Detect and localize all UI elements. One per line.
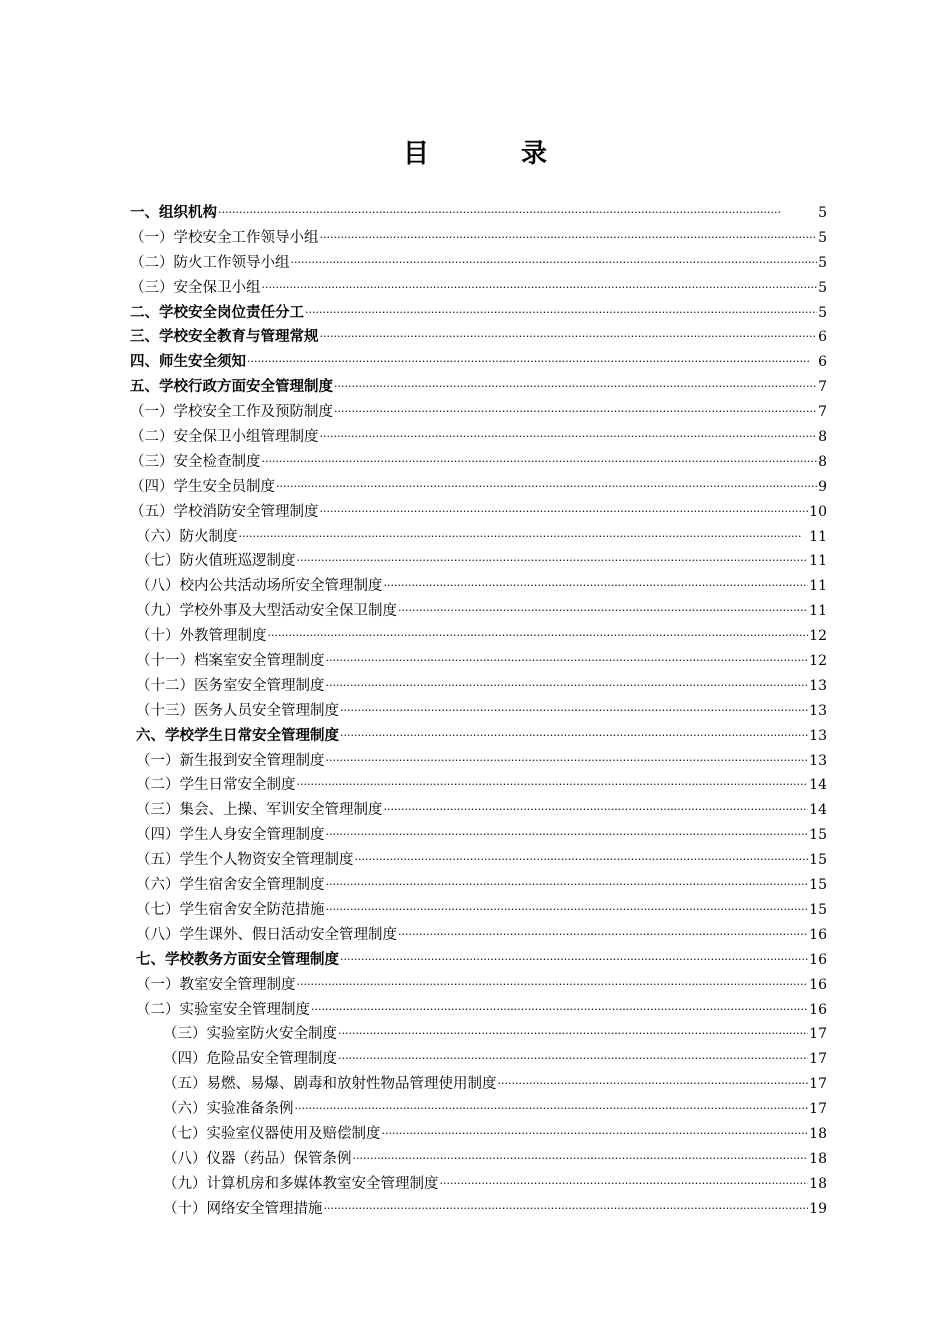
toc-entry[interactable] bbox=[0, 1122, 950, 1147]
toc-entry-page-number: 5 bbox=[818, 229, 827, 246]
toc-dot-leader bbox=[398, 599, 808, 624]
toc-entry-page-number: 16 bbox=[809, 976, 827, 993]
toc-dot-leader bbox=[326, 898, 809, 923]
toc-entry-page-number: 17 bbox=[809, 1026, 827, 1043]
toc-entry-label: （八）学生课外、假日活动安全管理制度 bbox=[136, 926, 397, 943]
toc-entry-label: 六、学校学生日常安全管理制度 bbox=[136, 726, 339, 744]
toc-entry[interactable] bbox=[0, 873, 950, 898]
toc-entry-page-number: 18 bbox=[809, 1175, 827, 1192]
toc-dot-leader bbox=[326, 873, 809, 898]
toc-entry[interactable] bbox=[0, 823, 950, 848]
toc-entry[interactable] bbox=[0, 226, 950, 251]
toc-entry-page-number: 13 bbox=[809, 752, 827, 769]
toc-entry-label: （三）集会、上操、军训安全管理制度 bbox=[136, 802, 383, 819]
toc-entry[interactable] bbox=[0, 500, 950, 525]
toc-dot-leader bbox=[218, 201, 817, 226]
toc-entry[interactable] bbox=[0, 301, 950, 326]
toc-dot-leader bbox=[324, 1197, 809, 1222]
toc-entry-page-number: 17 bbox=[809, 1051, 827, 1068]
toc-entry-label: 五、学校行政方面安全管理制度 bbox=[130, 378, 333, 396]
toc-entry[interactable] bbox=[0, 898, 950, 923]
toc-entry[interactable] bbox=[0, 475, 950, 500]
toc-entry-label: （一）新生报到安全管理制度 bbox=[136, 752, 325, 769]
toc-dot-leader bbox=[291, 251, 818, 276]
toc-entry-page-number: 15 bbox=[809, 877, 827, 894]
toc-dot-leader bbox=[355, 848, 809, 873]
toc-dot-leader bbox=[353, 1147, 809, 1172]
toc-entry-page-number: 16 bbox=[809, 951, 827, 968]
page-title bbox=[0, 133, 950, 170]
toc-entry[interactable] bbox=[0, 724, 950, 749]
toc-dot-leader bbox=[295, 1097, 809, 1122]
toc-entry-label: （三）实验室防火安全制度 bbox=[163, 1026, 337, 1043]
toc-entry-label: （六）学生宿舍安全管理制度 bbox=[136, 877, 325, 894]
toc-dot-leader bbox=[340, 724, 808, 749]
toc-entry-page-number: 11 bbox=[809, 578, 827, 595]
toc-entry-label: （二）实验室安全管理制度 bbox=[136, 1001, 310, 1018]
toc-entry[interactable] bbox=[0, 649, 950, 674]
toc-dot-leader bbox=[498, 1072, 809, 1097]
toc-entry-page-number: 16 bbox=[809, 1001, 827, 1018]
toc-entry-page-number: 16 bbox=[809, 926, 827, 943]
toc-entry-label: （二）防火工作领导小组 bbox=[130, 254, 290, 271]
toc-dot-leader bbox=[326, 649, 809, 674]
toc-entry-label: （七）实验室仪器使用及赔偿制度 bbox=[163, 1125, 381, 1142]
toc-entry-label: （三）安全保卫小组 bbox=[130, 279, 261, 296]
toc-entry[interactable] bbox=[0, 674, 950, 699]
toc-entry-page-number: 11 bbox=[809, 553, 827, 570]
toc-entry-label: （三）安全检查制度 bbox=[130, 453, 261, 470]
toc-entry-page-number: 14 bbox=[809, 777, 827, 794]
toc-entry-label: （七）防火值班巡逻制度 bbox=[136, 553, 296, 570]
toc-entry[interactable] bbox=[0, 450, 950, 475]
toc-dot-leader bbox=[320, 325, 818, 350]
toc-entry[interactable] bbox=[0, 773, 950, 798]
toc-entry-page-number: 13 bbox=[809, 677, 827, 694]
toc-dot-leader bbox=[398, 923, 808, 948]
toc-entry[interactable] bbox=[0, 201, 950, 226]
toc-dot-leader bbox=[239, 525, 809, 550]
toc-entry-page-number: 13 bbox=[809, 702, 827, 719]
toc-entry[interactable] bbox=[0, 1022, 950, 1047]
toc-entry-page-number: 7 bbox=[818, 379, 827, 396]
toc-entry-label: （二）学生日常安全制度 bbox=[136, 777, 296, 794]
toc-entry-page-number: 12 bbox=[809, 653, 827, 670]
toc-entry-label: （四）危险品安全管理制度 bbox=[163, 1051, 337, 1068]
toc-entry[interactable] bbox=[0, 1197, 950, 1222]
toc-entry-label: （九）学校外事及大型活动安全保卫制度 bbox=[136, 603, 397, 620]
toc-dot-leader bbox=[340, 699, 808, 724]
toc-entry-label: 三、学校安全教育与管理常规 bbox=[130, 328, 319, 346]
toc-entry-page-number: 5 bbox=[818, 279, 827, 296]
toc-entry-page-number: 8 bbox=[818, 429, 827, 446]
toc-entry[interactable] bbox=[0, 848, 950, 873]
toc-dot-leader bbox=[382, 1122, 809, 1147]
toc-dot-leader bbox=[311, 998, 808, 1023]
toc-dot-leader bbox=[338, 1047, 808, 1072]
toc-entry[interactable] bbox=[0, 400, 950, 425]
toc-entry-page-number: 11 bbox=[809, 528, 827, 545]
toc-entry-page-number: 15 bbox=[809, 901, 827, 918]
toc-dot-leader bbox=[334, 375, 817, 400]
toc-entry[interactable] bbox=[0, 375, 950, 400]
toc-dot-leader bbox=[326, 749, 809, 774]
toc-dot-leader bbox=[326, 823, 809, 848]
toc-entry-label: 七、学校教务方面安全管理制度 bbox=[136, 950, 339, 968]
toc-entry-label: （五）学校消防安全管理制度 bbox=[130, 503, 319, 520]
toc-entry-label: （六）实验准备条例 bbox=[163, 1101, 294, 1118]
toc-entry-page-number: 6 bbox=[818, 354, 827, 371]
toc-entry-label: （五）易燃、易爆、剧毒和放射性物品管理使用制度 bbox=[163, 1076, 497, 1093]
toc-entry[interactable] bbox=[0, 798, 950, 823]
toc-entry-page-number: 19 bbox=[809, 1200, 827, 1217]
title-char-2: 录 bbox=[521, 139, 548, 169]
toc-entry-page-number: 12 bbox=[809, 628, 827, 645]
toc-entry-page-number: 7 bbox=[818, 404, 827, 421]
toc-entry[interactable] bbox=[0, 574, 950, 599]
toc-entry[interactable] bbox=[0, 525, 950, 550]
toc-entry-label: （五）学生个人物资安全管理制度 bbox=[136, 852, 354, 869]
toc-dot-leader bbox=[384, 798, 809, 823]
toc-entry-page-number: 15 bbox=[809, 827, 827, 844]
toc-entry-page-number: 5 bbox=[818, 254, 827, 271]
toc-entry[interactable] bbox=[0, 1047, 950, 1072]
toc-dot-leader bbox=[268, 624, 809, 649]
toc-entry-page-number: 10 bbox=[809, 503, 827, 520]
toc-dot-leader bbox=[340, 948, 808, 973]
toc-entry-label: （四）学生安全员制度 bbox=[130, 478, 275, 495]
toc-entry-page-number: 15 bbox=[809, 852, 827, 869]
toc-entry[interactable] bbox=[0, 599, 950, 624]
toc-entry-label: （九）计算机房和多媒体教室安全管理制度 bbox=[163, 1175, 439, 1192]
toc-dot-leader bbox=[338, 1022, 808, 1047]
toc-entry-label: （一）教室安全管理制度 bbox=[136, 976, 296, 993]
toc-entry[interactable] bbox=[0, 749, 950, 774]
toc-dot-leader bbox=[276, 475, 817, 500]
toc-entry-label: （一）学校安全工作领导小组 bbox=[130, 229, 319, 246]
toc-entry-label: （十三）医务人员安全管理制度 bbox=[136, 702, 339, 719]
toc-entry-label: （十二）医务室安全管理制度 bbox=[136, 677, 325, 694]
toc-entry[interactable] bbox=[0, 948, 950, 973]
toc-dot-leader bbox=[326, 674, 809, 699]
toc-entry-label: （六）防火制度 bbox=[136, 528, 238, 545]
toc-entry-page-number: 6 bbox=[818, 329, 827, 346]
toc-entry-label: （一）学校安全工作及预防制度 bbox=[130, 404, 333, 421]
toc-entry-page-number: 9 bbox=[818, 478, 827, 495]
toc-entry[interactable] bbox=[0, 325, 950, 350]
toc-entry-page-number: 17 bbox=[809, 1076, 827, 1093]
toc-dot-leader bbox=[320, 500, 809, 525]
toc-dot-leader bbox=[297, 549, 809, 574]
toc-dot-leader bbox=[297, 773, 809, 798]
toc-entry-label: （七）学生宿舍安全防范措施 bbox=[136, 901, 325, 918]
toc-entry[interactable] bbox=[0, 624, 950, 649]
toc-entry-label: （十一）档案室安全管理制度 bbox=[136, 653, 325, 670]
toc-entry-label: 二、学校安全岗位责任分工 bbox=[130, 303, 304, 321]
toc-dot-leader bbox=[320, 226, 818, 251]
toc-dot-leader bbox=[305, 301, 817, 326]
toc-entry-page-number: 11 bbox=[809, 603, 827, 620]
toc-entry-label: （十）网络安全管理措施 bbox=[163, 1200, 323, 1217]
toc-entry[interactable] bbox=[0, 350, 950, 375]
toc-entry-label: （十）外教管理制度 bbox=[136, 628, 267, 645]
toc-entry-page-number: 13 bbox=[809, 727, 827, 744]
toc-entry[interactable] bbox=[0, 276, 950, 301]
toc-entry[interactable] bbox=[0, 923, 950, 948]
toc-entry[interactable] bbox=[0, 425, 950, 450]
toc-dot-leader bbox=[320, 425, 818, 450]
toc-entry[interactable] bbox=[0, 1172, 950, 1197]
toc-entry-page-number: 17 bbox=[809, 1101, 827, 1118]
toc-entry-page-number: 8 bbox=[818, 453, 827, 470]
title-char-1: 目 bbox=[402, 139, 429, 169]
toc-dot-leader bbox=[262, 276, 818, 301]
toc-entry[interactable] bbox=[0, 699, 950, 724]
toc-entry-label: 四、师生安全须知 bbox=[130, 353, 246, 371]
toc-entry-label: 一、组织机构 bbox=[130, 204, 217, 221]
toc-entry-label: （八）仪器（药品）保管条例 bbox=[163, 1150, 352, 1167]
toc-entry-page-number: 18 bbox=[809, 1150, 827, 1167]
toc-entry-page-number: 14 bbox=[809, 802, 827, 819]
toc-entry-page-number: 5 bbox=[818, 205, 827, 221]
toc-dot-leader bbox=[247, 350, 817, 375]
toc-dot-leader bbox=[334, 400, 817, 425]
toc-entry[interactable] bbox=[0, 251, 950, 276]
toc-entry[interactable] bbox=[0, 1147, 950, 1172]
toc-entry-label: （二）安全保卫小组管理制度 bbox=[130, 429, 319, 446]
toc-entry[interactable] bbox=[0, 998, 950, 1023]
toc-entry[interactable] bbox=[0, 1097, 950, 1122]
toc-entry[interactable] bbox=[0, 1072, 950, 1097]
toc-entry-label: （四）学生人身安全管理制度 bbox=[136, 827, 325, 844]
toc-entry-page-number: 18 bbox=[809, 1125, 827, 1142]
toc-entry[interactable] bbox=[0, 973, 950, 998]
toc-dot-leader bbox=[440, 1172, 809, 1197]
toc-entry-label: （八）校内公共活动场所安全管理制度 bbox=[136, 578, 383, 595]
toc-dot-leader bbox=[297, 973, 809, 998]
toc-entry[interactable] bbox=[0, 549, 950, 574]
table-of-contents bbox=[0, 201, 950, 1222]
toc-entry-page-number: 5 bbox=[818, 304, 827, 321]
toc-dot-leader bbox=[262, 450, 818, 475]
toc-dot-leader bbox=[384, 574, 809, 599]
